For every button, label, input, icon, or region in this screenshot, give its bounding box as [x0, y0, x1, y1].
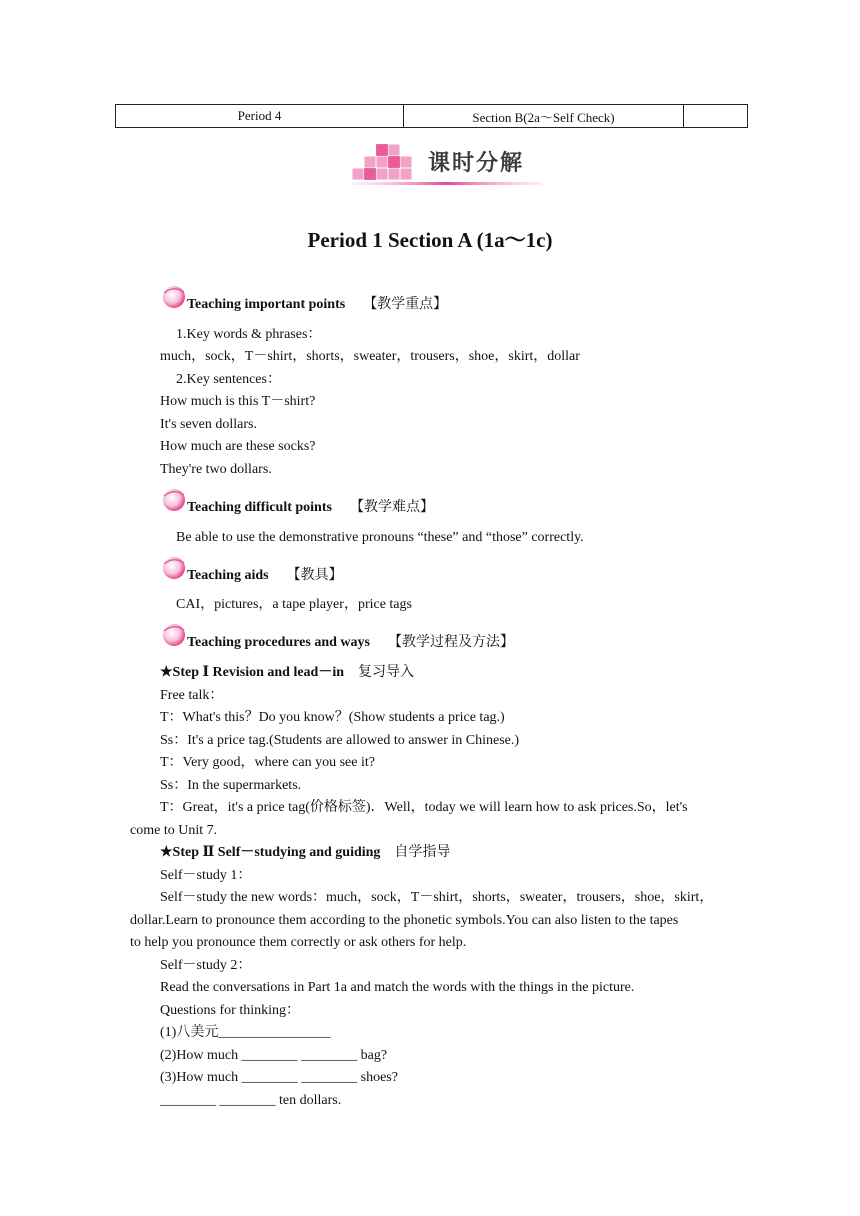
heading-text: Teaching important points: [187, 297, 346, 312]
text-line: Self－study 2：: [160, 958, 252, 973]
text-line: How much are these socks?: [160, 439, 316, 454]
step-cn: 自学指导: [394, 845, 451, 860]
banner-title: 课时分解: [428, 151, 525, 176]
heading-text: Teaching procedures and ways: [187, 635, 370, 650]
table-cell-empty: [684, 105, 748, 128]
heading-cn: 【教学过程及方法】: [387, 635, 514, 650]
text-line: CAI，pictures，a tape player，price tags: [176, 597, 412, 612]
header-table: [115, 104, 748, 128]
step-cn: 复习导入: [358, 665, 415, 680]
text-line: 2.Key sentences：: [176, 372, 281, 387]
text-line: Ss：It's a price tag.(Students are allowed to answer in Chinese.): [160, 733, 520, 748]
heading-cn: 【教学重点】: [363, 297, 448, 312]
text-line: ________ ________ ten dollars.: [160, 1093, 342, 1108]
pink-ball-icon: [160, 283, 190, 313]
table-cell-period: Period 4: [116, 105, 404, 128]
text-line: much，sock，T－shirt，shorts，sweater，trousers，shoe，skirt，dollar: [160, 349, 580, 364]
table-row: [116, 105, 748, 128]
text-line: (1)八美元________________: [160, 1025, 331, 1040]
text-line: come to Unit 7.: [130, 823, 218, 838]
text-line: T：Great，it's a price tag(价格标签)．Well，today we will learn how to ask prices.So，let's: [160, 800, 688, 815]
text-line: T：What's this？Do you know？(Show students a price tag.): [160, 710, 505, 725]
text-line: (3)How much ________ ________ shoes?: [160, 1070, 398, 1085]
text-line: It's seven dollars.: [160, 417, 258, 432]
text-line: to help you pronounce them correctly or ask others for help.: [130, 935, 467, 950]
pink-ball-icon: [160, 621, 190, 651]
page-title: Period 1 Section A (1a～1c): [307, 228, 553, 252]
table-cell-section: Section B(2a～Self Check): [404, 105, 684, 128]
text-line: 1.Key words & phrases：: [176, 327, 322, 342]
step-2-heading: [160, 843, 450, 863]
step-1-heading: [160, 663, 414, 683]
heading-text: Teaching difficult points: [187, 500, 332, 515]
text-line: Self－study the new words：much，sock，T－shirt，shorts，sweater，trousers，shoe，skirt，: [160, 890, 714, 905]
text-line: How much is this T－shirt?: [160, 394, 316, 409]
heading-cn: 【教学难点】: [349, 500, 434, 515]
text-line: Read the conversations in Part 1a and match the words with the things in the picture.: [160, 980, 635, 995]
heading-cn: 【教具】: [286, 568, 343, 583]
text-line: They're two dollars.: [160, 462, 272, 477]
pink-ball-icon: [160, 554, 190, 584]
pink-ball-icon: [160, 486, 190, 516]
text-line: Ss：In the supermarkets.: [160, 778, 302, 793]
banner: [346, 138, 546, 192]
text-line: Self－study 1：: [160, 868, 252, 883]
text-line: Free talk：: [160, 688, 224, 703]
text-line: Be able to use the demonstrative pronouns “these” and “those” correctly.: [176, 530, 584, 545]
text-line: dollar.Learn to pronounce them according to the phonetic symbols.You can also listen to the tapes: [130, 913, 679, 928]
text-line: Questions for thinking：: [160, 1003, 300, 1018]
text-line: T：Very good，where can you see it?: [160, 755, 375, 770]
step-label: ★Step Ⅰ Revision and lead－in: [160, 665, 345, 680]
step-label: ★Step Ⅱ Self－studying and guiding: [160, 845, 381, 860]
heading-text: Teaching aids: [187, 568, 269, 583]
text-line: (2)How much ________ ________ bag?: [160, 1048, 388, 1063]
